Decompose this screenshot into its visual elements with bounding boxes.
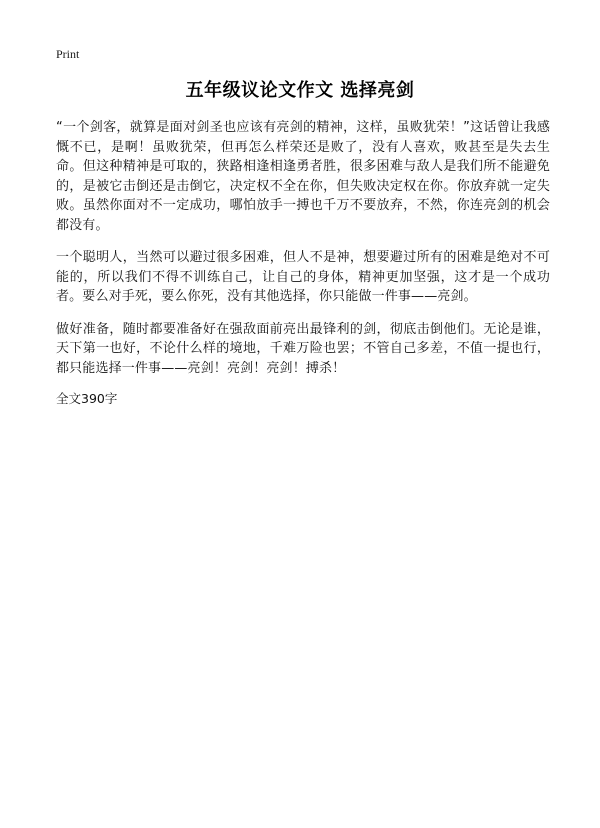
word-count: 全文390字 [56,391,118,406]
paragraph-1: “一个剑客，就算是面对剑圣也应该有亮剑的精神，这样，虽败犹荣！”这话曾让我感慨不已，是啊！虽败犹荣，但再怎么样荣还是败了，没有人喜欢，败甚至是失去生命。但这种精神是可取的，狭路相逢相逢勇者胜，很多困难与敌人是我们所不能避免的，是被它击倒还是击倒它，决定权不全在你，但失败决定权在你。你放弃就一定失败。虽然你面对不一定成功，哪怕放手一搏也千万不要放弃，不然，你连亮剑的机会都没有。 [56,120,550,233]
paragraph-3: 做好准备，随时都要准备好在强敌面前亮出最锋利的剑，彻底击倒他们。无论是谁，天下第一也好，不论什么样的境地，千难万险也罢；不管自己多差，不值一提也行，都只能选择一件事——亮剑！亮剑！亮剑！搏杀！ [56,321,550,376]
print-label[interactable]: Print [56,47,80,61]
page-title: 五年级议论文作文 选择亮剑 [185,80,415,101]
paragraph-2: 一个聪明人，当然可以避过很多困难，但人不是神，想要避过所有的困难是绝对不可能的，所以我们不得不训练自己，让自己的身体，精神更加坚强，这才是一个成功者。要么对手死，要么你死，没有其他选择，你只能做一件事——亮剑。 [56,250,550,304]
article-body [56,118,550,407]
